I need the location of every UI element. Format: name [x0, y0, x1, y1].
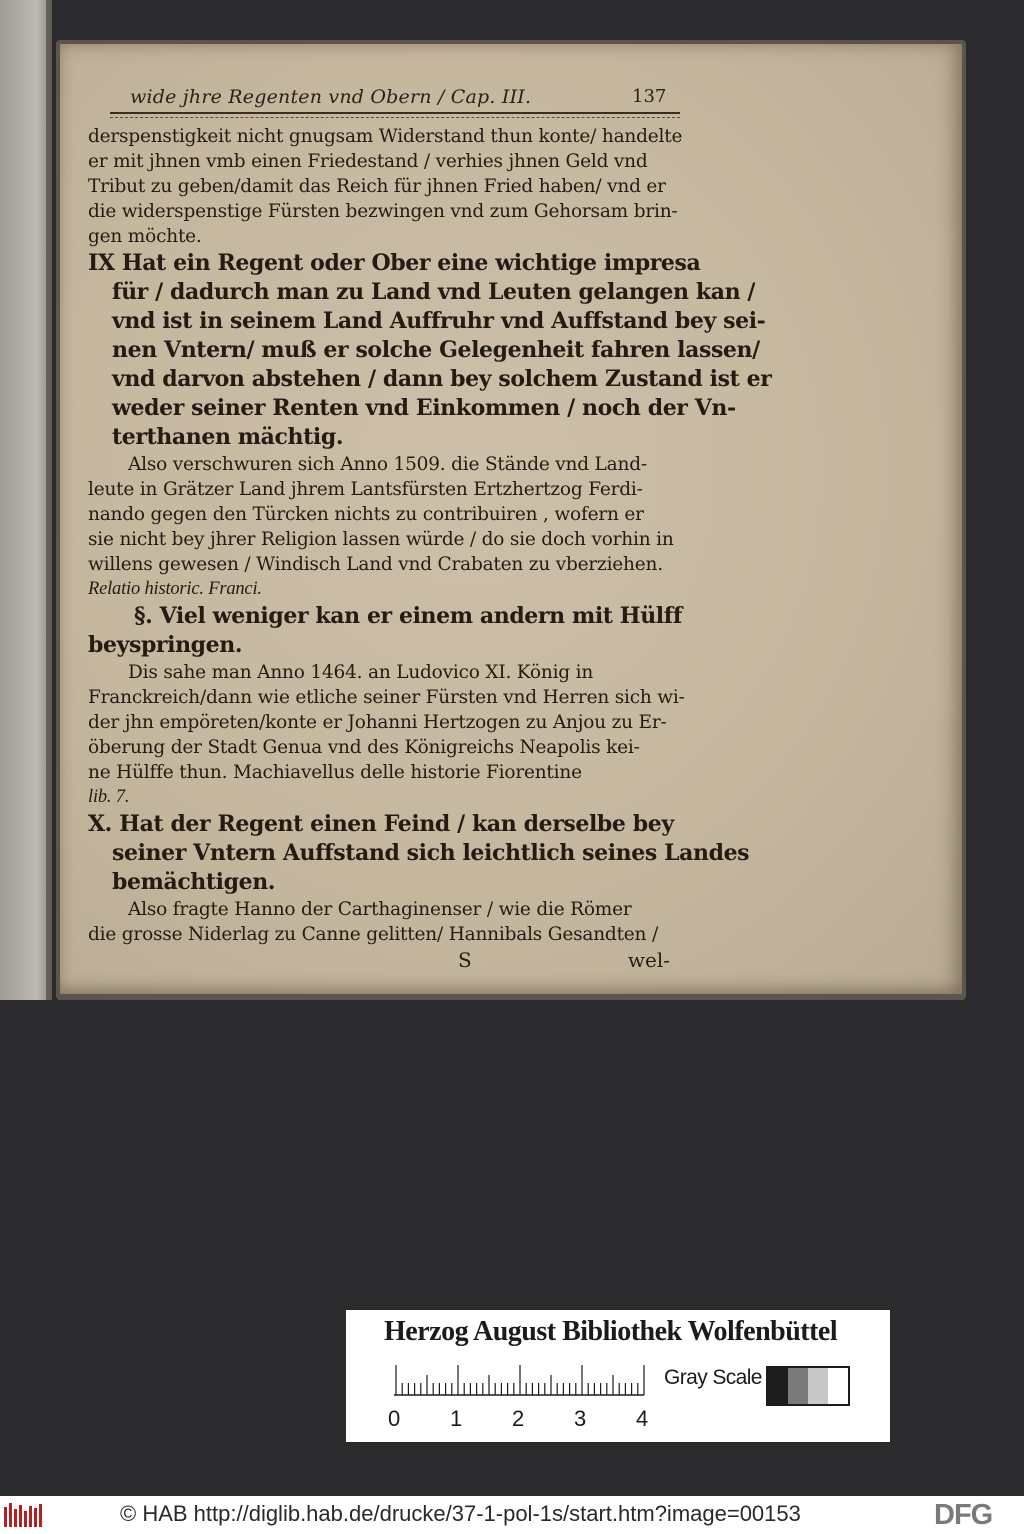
text-line: leute in Grätzer Land jhrem Lantsfürsten Ertzhertzog Ferdi- [88, 479, 643, 500]
gray-scale-swatch [766, 1366, 850, 1406]
text-line: der jhn empöreten/konte er Johanni Hertzogen zu Anjou zu Er- [88, 712, 667, 733]
ruler-number: 3 [574, 1406, 587, 1431]
section-heading-x: X. Hat der Regent einen Feind / kan derselbe bey [88, 811, 674, 837]
ruler-ticks [394, 1364, 654, 1396]
text-line: er mit jhnen vmb einen Friedestand / verhies jhnen Geld vnd [88, 151, 648, 172]
text-line: willens gewesen / Windisch Land vnd Crabaten zu vberziehen. [88, 554, 663, 575]
text-line: beyspringen. [88, 632, 243, 658]
gray-step [768, 1368, 788, 1404]
text-line: derspenstigkeit nicht gnugsam Widerstand thun konte/ handelte [88, 126, 683, 147]
text-line: nando gegen den Türcken nichts zu contribuiren , wofern er [88, 504, 644, 525]
gray-step [828, 1368, 848, 1404]
gray-scale-label: Gray Scale [664, 1366, 762, 1389]
text-line: die grosse Niderlag zu Canne gelitten/ Hannibals Gesandten / [88, 924, 658, 945]
previous-page-edge [0, 0, 52, 1000]
text-line: Franckreich/dann wie etliche seiner Fürsten vnd Herren sich wi- [88, 687, 685, 708]
text-line: öberung der Stadt Genua vnd des Königreichs Neapolis kei- [88, 737, 640, 758]
page-number: 137 [632, 86, 667, 107]
signature-mark: S [458, 948, 472, 972]
citation: Relatio historic. Franci. [88, 579, 262, 599]
catchword: wel- [627, 948, 670, 972]
signature-row [88, 947, 678, 973]
gray-step [808, 1368, 828, 1404]
footer-bar [0, 1496, 1024, 1534]
gray-step [788, 1368, 808, 1404]
dfg-logo: DFG [934, 1499, 993, 1531]
ruler-number: 1 [450, 1406, 463, 1431]
text-line: nen Vntern/ muß er solche Gelegenheit fahren lassen/ [112, 337, 760, 363]
text-line: für / dadurch man zu Land vnd Leuten gelangen kan / [112, 279, 756, 305]
text-line: die widerspenstige Fürsten bezwingen vnd zum Gehorsam brin- [88, 201, 678, 222]
ruler-number: 2 [512, 1406, 525, 1431]
citation: lib. 7. [88, 787, 130, 807]
ruler-numbers [388, 1406, 664, 1432]
subsection-heading: §. Viel weniger kan er einem andern mit Hülff [134, 603, 682, 629]
text-line: Also verschwuren sich Anno 1509. die Stände vnd Land- [128, 454, 647, 475]
library-name: Herzog August Bibliothek Wolfenbüttel [384, 1316, 838, 1347]
text-line: Tribut zu geben/damit das Reich für jhnen Fried haben/ vnd er [88, 176, 666, 197]
running-head: wide jhre Regenten vnd Obern / Cap. III. [130, 86, 532, 108]
section-heading-ix: IX Hat ein Regent oder Ober eine wichtige impresa [88, 250, 701, 276]
ruler-number: 0 [388, 1406, 401, 1431]
library-label-card [346, 1310, 890, 1442]
ruler-number: 4 [636, 1406, 649, 1431]
hab-logo-icon [4, 1503, 46, 1529]
page-text [88, 124, 772, 973]
text-line: gen möchte. [88, 226, 202, 247]
scale-ruler [394, 1364, 654, 1404]
text-line: weder seiner Renten vnd Einkommen / noch der Vn- [112, 395, 736, 421]
head-rule [110, 112, 680, 118]
text-line: vnd ist in seinem Land Auffruhr vnd Auffstand bey sei- [112, 308, 766, 334]
text-line: Also fragte Hanno der Carthaginenser / wie die Römer [128, 899, 632, 920]
text-line: Dis sahe man Anno 1464. an Ludovico XI. König in [128, 662, 594, 683]
text-line: sie nicht bey jhrer Religion lassen würde / do sie doch vorhin in [88, 529, 674, 550]
text-line: terthanen mächtig. [112, 424, 344, 450]
text-line: bemächtigen. [112, 869, 276, 895]
text-line: seiner Vntern Auffstand sich leichtlich seines Landes [112, 840, 750, 866]
text-line: vnd darvon abstehen / dann bey solchem Zustand ist er [112, 366, 772, 392]
text-line: ne Hülffe thun. Machiavellus delle historie Fiorentine [88, 762, 582, 783]
copyright-link[interactable]: © HAB http://diglib.hab.de/drucke/37-1-pol-1s/start.htm?image=00153 [120, 1501, 801, 1526]
